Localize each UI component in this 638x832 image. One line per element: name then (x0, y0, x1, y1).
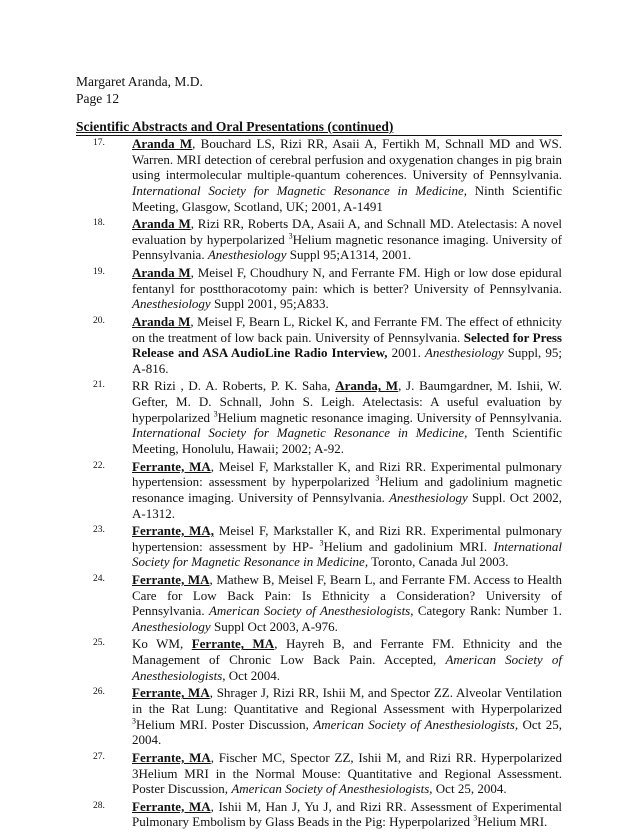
reference-fragment: Helium MRI. Poster Discussion, (136, 716, 314, 732)
reference-fragment: Toronto, Canada Jul 2003. (368, 554, 509, 570)
reference-fragment: , Tenth Scientific Meeting, Honolulu, Hawaii; 2002; A-92. (132, 425, 562, 457)
reference-fragment: , Meisel F, Bearn L, Rickel K, and Ferrante FM. The effect of ethnicity on the treatment of low back pain. University of Pennsylvania. (132, 313, 562, 345)
highlighted-author: Ferrante, MA (191, 636, 275, 652)
reference-fragment: Suppl, 95; A-816. (132, 345, 562, 376)
reference-text (132, 459, 562, 522)
reference-fragment: Ko WM, (132, 636, 192, 652)
isotope-superscript: 3 (288, 231, 293, 241)
reference-fragment: Anesthesiology (389, 489, 468, 505)
reference-text (132, 685, 562, 748)
isotope-superscript: 3 (132, 716, 136, 726)
reference-number: 19. (93, 267, 105, 278)
highlighted-author: Ferrante, MA (132, 749, 211, 765)
reference-fragment: Selected for Press Release and ASA AudioLine Radio Interview, (132, 329, 562, 361)
isotope-superscript: 3 (213, 409, 218, 419)
reference-fragment: American Society of Anesthesiologists, (231, 781, 433, 797)
reference-entry (76, 636, 562, 683)
reference-fragment: Helium and gadolinium MRI. (323, 538, 494, 554)
isotope-superscript: 3 (375, 473, 380, 483)
reference-number: 27. (93, 751, 105, 762)
reference-number: 26. (93, 687, 105, 698)
highlighted-author: Aranda, M (335, 378, 399, 394)
highlighted-author: Aranda M (132, 265, 191, 281)
highlighted-author: Ferrante, MA (132, 798, 211, 814)
reference-number: 17. (93, 138, 105, 148)
reference-text (132, 572, 562, 635)
reference-text (132, 523, 562, 570)
reference-fragment: American Society of Anesthesiologists, (132, 652, 563, 683)
reference-entry (76, 799, 562, 830)
reference-fragment: Meisel F, Markstaller K, and Rizi RR. Experimental pulmonary hypertension: assessment by HP- (132, 523, 562, 554)
reference-fragment: Oct 25, 2004. (432, 781, 507, 797)
reference-fragment: , Meisel F, Choudhury N, and Ferrante FM. High or low dose epidural fentanyl for postthoracotomy pain: which is better? University of Pennsylvania. (132, 265, 562, 296)
highlighted-author: Aranda M (132, 313, 191, 329)
reference-fragment: , Mathew B, Meisel F, Bearn L, and Ferrante FM. Access to Health Care for Low Back Pain: Is Ethnicity a Consideration? University of Pennsylvania. (132, 571, 562, 619)
reference-text (132, 799, 562, 830)
reference-number: 24. (93, 573, 105, 584)
reference-fragment: Helium and gadolinium magnetic resonance imaging. University of Pennsylvania. (132, 474, 562, 505)
reference-fragment: Anesthesiology (424, 345, 504, 361)
reference-fragment: International Society for Magnetic Resonance in Medicine, (132, 182, 468, 198)
reference-text (132, 750, 562, 797)
reference-fragment: , Rizi RR, Roberts DA, Asaii A, and Schnall MD. Atelectasis: A novel evaluation by hyperpolarized (132, 216, 562, 247)
reference-fragment: , Fischer MC, Spector ZZ, Ishii M, and Rizi RR. Hyperpolarized 3Helium MRI in the Normal Mouse: Quantitative and Regional Assessment. Poster Discussion, (132, 749, 562, 797)
reference-text (132, 216, 562, 263)
reference-number: 25. (93, 638, 105, 649)
reference-fragment: , J. Baumgardner, M. Ishii, W. Gefter, M. D. Schnall, John S. Leigh. Atelectasis: A useful evaluation by hyperpolarized (132, 378, 562, 425)
reference-fragment: Suppl Oct 2003, A-976. (210, 618, 338, 634)
reference-fragment: Anesthesiology (132, 296, 211, 312)
reference-entry (76, 572, 562, 635)
reference-fragment: , Category Rank: Number 1. (410, 603, 562, 619)
reference-fragment: Suppl 95;A1314, 2001. (286, 247, 412, 263)
reference-entry (76, 136, 562, 214)
highlighted-author: Aranda M (132, 216, 191, 232)
reference-fragment: , Bouchard LS, Rizi RR, Asaii A, Fertikh M, Schnall MD and WS. Warren. MRI detection of cerebral perfusion and oxygenation changes in pig brain using intermolecular multiple-quantum coherences. University of Pennsylvania. (132, 136, 563, 183)
reference-fragment: Helium MRI. (477, 814, 548, 830)
reference-text (132, 378, 562, 456)
section-title-text: Scientific Abstracts and Oral Presentations (continued) (76, 119, 394, 134)
reference-fragment: International Society for Magnetic Resonance in Medicine, (132, 538, 563, 570)
highlighted-author: Aranda M (132, 136, 193, 151)
reference-fragment: American Society of Anesthesiologists, (313, 716, 519, 732)
reference-entry (76, 378, 562, 456)
reference-fragment: Anesthesiology (207, 247, 287, 263)
reference-fragment: Oct 25, 2004. (132, 716, 562, 748)
highlighted-author: Ferrante, MA (132, 458, 211, 474)
reference-list (76, 136, 562, 832)
author-name: Margaret Aranda, M.D. (76, 74, 203, 89)
highlighted-author: Ferrante, MA (132, 571, 210, 587)
reference-entry (76, 685, 562, 748)
reference-entry (76, 523, 562, 570)
reference-fragment: 2001. (387, 345, 425, 361)
reference-fragment: Helium magnetic resonance imaging. University of Pennsylvania. (217, 409, 562, 425)
reference-entry (76, 459, 562, 522)
reference-fragment: Ninth Scientific Meeting, Glasgow, Scotland, UK; 2001, A-1491 (132, 182, 562, 214)
reference-fragment: International Society for Magnetic Resonance in Medicine (132, 425, 465, 441)
highlighted-author: Ferrante, MA (132, 685, 210, 701)
reference-number: 18. (93, 218, 105, 229)
reference-text (132, 314, 562, 377)
reference-text (132, 265, 562, 312)
reference-text (132, 636, 562, 683)
reference-fragment: Anesthesiology (132, 618, 211, 634)
reference-number: 28. (93, 800, 105, 811)
reference-number: 23. (93, 525, 105, 536)
reference-fragment: Suppl. Oct 2002, A-1312. (132, 489, 562, 521)
highlighted-author: Ferrante, MA, (132, 523, 215, 539)
reference-number: 22. (93, 460, 105, 471)
reference-text (132, 136, 562, 214)
reference-entry (76, 314, 562, 377)
reference-fragment: Oct 2004. (225, 667, 281, 683)
reference-fragment: , Shrager J, Rizi RR, Ishii M, and Spector ZZ. Alveolar Ventilation in the Rat Lung: Quantitative and Regional Assessment with Hyperpolarized (132, 685, 562, 716)
reference-fragment: , Ishii M, Han J, Yu J, and Rizi RR. Assessment of Experimental Pulmonary Embolism by Glass Beads in the Pig: Hyperpolarized (132, 798, 562, 830)
isotope-superscript: 3 (473, 814, 478, 824)
reference-fragment: Helium magnetic resonance imaging. University of Pennsylvania. (132, 231, 562, 263)
reference-fragment: American Society of Anesthesiologists (208, 603, 411, 619)
reference-fragment: , Meisel F, Markstaller K, and Rizi RR. Experimental pulmonary hypertension: assessment by hyperpolarized (132, 458, 562, 490)
reference-entry (76, 265, 562, 312)
isotope-superscript: 3 (319, 538, 324, 548)
page-number: Page 12 (76, 91, 120, 106)
reference-entry (76, 750, 562, 797)
reference-entry (76, 216, 562, 263)
reference-number: 20. (93, 315, 105, 326)
reference-fragment: , Hayreh B, and Ferrante FM. Ethnicity and the Management of Chronic Low Back Pain. Accepted, (132, 636, 562, 668)
reference-number: 21. (93, 380, 105, 391)
reference-fragment: RR Rizi , D. A. Roberts, P. K. Saha, (132, 378, 336, 394)
reference-fragment: Suppl 2001, 95;A833. (210, 296, 329, 312)
section-title (76, 118, 562, 136)
